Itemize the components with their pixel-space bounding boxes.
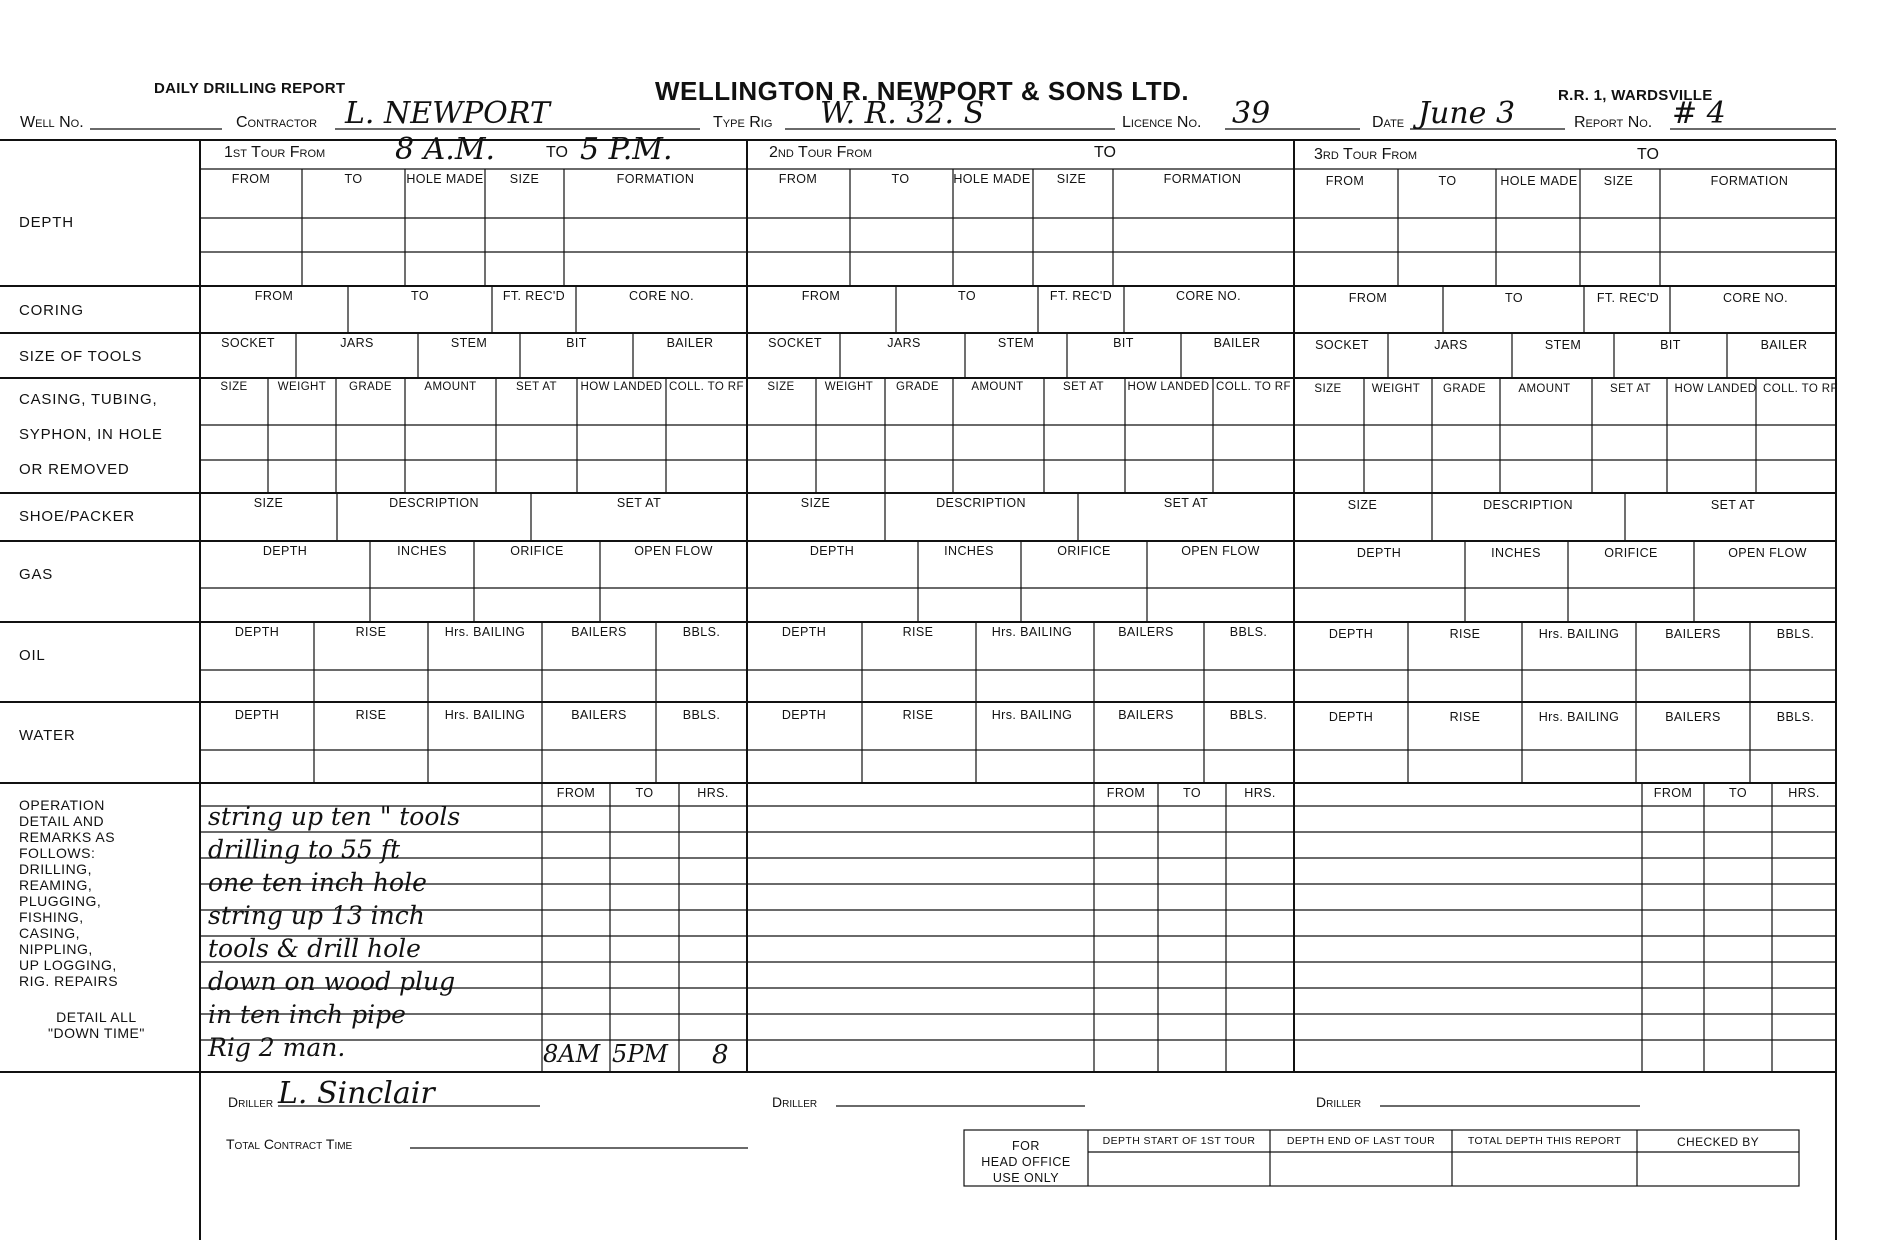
operation-label-line: REAMING, <box>19 877 93 893</box>
operation-label-line: RIG. REPAIRS <box>19 973 119 989</box>
oil-row-label: OIL <box>19 647 46 664</box>
oil-col-header: BBLS. <box>682 625 721 639</box>
tools-col-header: SOCKET <box>1315 338 1369 352</box>
shoe-col-header: SET AT <box>1710 498 1756 512</box>
depth-col-header: FROM <box>1325 174 1365 188</box>
gas-col-header: ORIFICE <box>1604 546 1658 560</box>
casing-col-header: COLL. TO RF <box>1763 383 1838 395</box>
remark-line: drilling to 55 ft <box>208 835 401 864</box>
casing-col-header: SET AT <box>516 381 557 393</box>
coring-col-header: TO <box>1505 291 1523 305</box>
report-no-field[interactable]: # 4 <box>1672 96 1726 131</box>
tools-col-header: SOCKET <box>221 336 275 350</box>
tour2-from-label: 2nd Tour From <box>769 144 873 161</box>
casing-col-header: HOW LANDED <box>1127 381 1210 393</box>
remarks-field[interactable] <box>208 800 460 1064</box>
operation-hrs-entry[interactable]: 8 <box>712 1040 729 1070</box>
report-no-label: Report No. <box>1574 114 1653 131</box>
tools-col-header: BAILER <box>1213 336 1261 350</box>
tour3-from-label: 3rd Tour From <box>1314 146 1418 163</box>
company-name: WELLINGTON R. NEWPORT & SONS LTD. <box>655 76 1190 106</box>
casing-row-label-1: CASING, TUBING, <box>19 391 158 408</box>
water-col-header: Hrs. BAILING <box>444 708 526 722</box>
gas-col-header: INCHES <box>397 544 447 558</box>
date-field[interactable]: June 3 <box>1418 96 1516 131</box>
oil-col-header: Hrs. BAILING <box>1538 627 1620 641</box>
shoe-col-header: SIZE <box>800 496 831 510</box>
shoe-col-header: SIZE <box>1347 498 1378 512</box>
casing-col-header: SET AT <box>1610 383 1651 395</box>
gas-col-header: OPEN FLOW <box>1181 544 1260 558</box>
water-col-header: DEPTH <box>781 708 827 722</box>
shoe-col-header: SIZE <box>253 496 284 510</box>
tools-col-header: JARS <box>887 336 921 350</box>
well-no-label: Well No. <box>20 114 84 131</box>
depth-col-header: FORMATION <box>616 172 695 186</box>
contractor-label: Contractor <box>236 114 318 131</box>
detail-down-time <box>48 1009 145 1041</box>
remark-line: one ten inch hole <box>208 868 427 897</box>
tools-col-header: BIT <box>566 336 587 350</box>
head-office-col-total-depth: TOTAL DEPTH THIS REPORT <box>1467 1135 1622 1147</box>
detail-line: DETAIL ALL <box>56 1009 137 1025</box>
tools-col-header: STEM <box>1544 338 1582 352</box>
shoe-col-header: DESCRIPTION <box>1483 498 1573 512</box>
gas-col-header: DEPTH <box>1356 546 1402 560</box>
tools-row-label: SIZE OF TOOLS <box>19 348 143 365</box>
depth-col-header: TO <box>891 172 910 186</box>
depth-col-header: FORMATION <box>1710 174 1789 188</box>
operation-col-header: TO <box>1729 786 1747 800</box>
driller2-label: Driller <box>772 1094 818 1110</box>
casing-row-label-2: SYPHON, IN HOLE <box>19 426 163 443</box>
depth-col-header: HOLE MADE <box>953 172 1031 186</box>
oil-col-header: BBLS. <box>1229 625 1268 639</box>
head-office-col-checked-by: CHECKED BY <box>1676 1135 1760 1149</box>
water-col-header: RISE <box>1449 710 1481 724</box>
oil-col-header: RISE <box>902 625 934 639</box>
water-col-header: BBLS. <box>1776 710 1815 724</box>
company-address: R.R. 1, WARDSVILLE <box>1558 87 1713 104</box>
remark-line: tools & drill hole <box>208 934 421 963</box>
oil-col-header: Hrs. BAILING <box>444 625 526 639</box>
remark-line: string up 13 inch <box>208 901 425 930</box>
driller1-label: Driller <box>228 1094 274 1110</box>
gas-col-header: OPEN FLOW <box>634 544 713 558</box>
licence-field[interactable]: 39 <box>1232 96 1271 131</box>
tools-col-header: SOCKET <box>768 336 822 350</box>
depth-col-header: FROM <box>231 172 271 186</box>
coring-col-header: FROM <box>254 289 294 303</box>
water-col-header: Hrs. BAILING <box>991 708 1073 722</box>
gas-col-header: ORIFICE <box>510 544 564 558</box>
head-office-line: HEAD OFFICE <box>981 1155 1071 1169</box>
casing-col-header: SIZE <box>767 381 795 393</box>
gas-col-header: DEPTH <box>262 544 308 558</box>
tools-col-header: JARS <box>340 336 374 350</box>
operation-col-header: TO <box>1183 786 1201 800</box>
gas-col-header: DEPTH <box>809 544 855 558</box>
operation-col-header: FROM <box>1653 786 1693 800</box>
water-col-header: Hrs. BAILING <box>1538 710 1620 724</box>
water-col-header: DEPTH <box>1328 710 1374 724</box>
depth-col-header: HOLE MADE <box>406 172 484 186</box>
coring-col-header: CORE NO. <box>628 289 694 303</box>
tools-col-header: BAILER <box>666 336 714 350</box>
head-office-col-depth-start: DEPTH START OF 1ST TOUR <box>1102 1135 1256 1147</box>
casing-col-header: GRADE <box>349 381 392 393</box>
water-col-header: BAILERS <box>1118 708 1174 722</box>
operation-col-header: HRS. <box>1788 786 1820 800</box>
operation-col-header: HRS. <box>1244 786 1276 800</box>
coring-col-header: FROM <box>801 289 841 303</box>
coring-col-header: TO <box>411 289 429 303</box>
depth-col-header: TO <box>344 172 363 186</box>
operation-from-entry[interactable]: 8AM <box>543 1040 601 1068</box>
operation-label-line: DETAIL AND <box>19 813 105 829</box>
date-label: Date <box>1372 114 1405 131</box>
water-col-header: BAILERS <box>1665 710 1721 724</box>
tools-col-header: BIT <box>1660 338 1681 352</box>
coring-row-label: CORING <box>19 302 84 319</box>
casing-col-header: AMOUNT <box>971 381 1024 393</box>
water-col-header: RISE <box>902 708 934 722</box>
operation-label-line: UP LOGGING, <box>19 957 117 973</box>
oil-col-header: DEPTH <box>781 625 827 639</box>
tour1-from-field[interactable]: 8 A.M. <box>395 132 496 167</box>
operation-col-header: FROM <box>1106 786 1146 800</box>
water-col-header: BAILERS <box>571 708 627 722</box>
water-col-header: DEPTH <box>234 708 280 722</box>
casing-col-header: SIZE <box>220 381 248 393</box>
remark-line: string up ten " tools <box>208 802 461 831</box>
water-col-header: BBLS. <box>1229 708 1268 722</box>
depth-col-header: TO <box>1438 174 1457 188</box>
operation-col-header: TO <box>635 786 654 800</box>
casing-col-header: AMOUNT <box>424 381 477 393</box>
casing-col-header: GRADE <box>896 381 939 393</box>
oil-col-header: BBLS. <box>1776 627 1815 641</box>
depth-col-header: SIZE <box>1603 174 1634 188</box>
shoe-col-header: SET AT <box>1163 496 1209 510</box>
casing-col-header: SET AT <box>1063 381 1104 393</box>
casing-col-header: WEIGHT <box>277 381 327 393</box>
head-office-label <box>966 1138 1086 1186</box>
casing-col-header: WEIGHT <box>824 381 874 393</box>
contractor-field[interactable]: L. NEWPORT <box>345 96 550 131</box>
tour2-to-label: TO <box>1094 144 1116 161</box>
remark-line: down on wood plug <box>208 967 456 996</box>
coring-col-header: FT. REC'D <box>1596 291 1660 305</box>
coring-col-header: CORE NO. <box>1175 289 1241 303</box>
operation-label-line: FOLLOWS: <box>19 845 96 861</box>
operation-col-header: FROM <box>556 786 596 800</box>
remark-line: Rig 2 man. <box>208 1033 346 1062</box>
depth-col-header: SIZE <box>509 172 540 186</box>
oil-col-header: Hrs. BAILING <box>991 625 1073 639</box>
coring-col-header: TO <box>958 289 976 303</box>
head-office-line: FOR <box>1012 1139 1040 1153</box>
operation-col-header: HRS. <box>697 786 729 800</box>
tools-col-header: JARS <box>1434 338 1468 352</box>
tools-col-header: BAILER <box>1760 338 1808 352</box>
detail-line: "DOWN TIME" <box>48 1025 145 1041</box>
tour1-to-label: TO <box>546 144 568 161</box>
water-col-header: BBLS. <box>682 708 721 722</box>
oil-col-header: RISE <box>1449 627 1481 641</box>
depth-col-header: SIZE <box>1056 172 1087 186</box>
head-office-col-depth-end: DEPTH END OF LAST TOUR <box>1286 1135 1436 1147</box>
licence-label: Licence No. <box>1122 114 1202 131</box>
tools-col-header: STEM <box>997 336 1035 350</box>
oil-col-header: BAILERS <box>1665 627 1721 641</box>
operation-label-line: FISHING, <box>19 909 84 925</box>
shoe-col-header: SET AT <box>616 496 662 510</box>
driller1-signature[interactable]: L. Sinclair <box>278 1076 435 1111</box>
casing-col-header: SIZE <box>1314 383 1342 395</box>
remark-line: in ten inch pipe <box>208 1000 406 1029</box>
depth-row-label: DEPTH <box>19 214 74 231</box>
depth-col-header: FORMATION <box>1163 172 1242 186</box>
operation-label <box>19 797 118 989</box>
casing-col-header: COLL. TO RF <box>1216 381 1291 393</box>
casing-col-header: HOW LANDED <box>1674 383 1757 395</box>
operation-label-line: NIPPLING, <box>19 941 93 957</box>
operation-label-line: CASING, <box>19 925 81 941</box>
coring-col-header: FT. REC'D <box>1049 289 1113 303</box>
shoe-row-label: SHOE/PACKER <box>19 508 136 525</box>
coring-col-header: FT. REC'D <box>502 289 566 303</box>
operation-label-line: REMARKS AS <box>19 829 116 845</box>
casing-col-header: AMOUNT <box>1518 383 1571 395</box>
operation-label-line: OPERATION <box>19 797 105 813</box>
casing-col-header: WEIGHT <box>1371 383 1421 395</box>
depth-col-header: FROM <box>778 172 818 186</box>
water-col-header: RISE <box>355 708 387 722</box>
oil-col-header: BAILERS <box>1118 625 1174 639</box>
casing-row-label-3: OR REMOVED <box>19 461 130 478</box>
water-row-label: WATER <box>19 727 76 744</box>
tour1-from-label: 1st Tour From <box>224 144 326 161</box>
gas-col-header: ORIFICE <box>1057 544 1111 558</box>
casing-col-header: HOW LANDED <box>580 381 663 393</box>
driller3-label: Driller <box>1316 1094 1362 1110</box>
gas-col-header: OPEN FLOW <box>1728 546 1807 560</box>
coring-col-header: FROM <box>1348 291 1388 305</box>
operation-label-line: PLUGGING, <box>19 893 102 909</box>
operation-label-line: DRILLING, <box>19 861 92 877</box>
oil-col-header: BAILERS <box>571 625 627 639</box>
shoe-col-header: DESCRIPTION <box>936 496 1026 510</box>
tools-col-header: BIT <box>1113 336 1134 350</box>
gas-col-header: INCHES <box>944 544 994 558</box>
depth-col-header: HOLE MADE <box>1500 174 1578 188</box>
coring-col-header: CORE NO. <box>1722 291 1788 305</box>
report-title: DAILY DRILLING REPORT <box>154 80 346 97</box>
oil-col-header: DEPTH <box>1328 627 1374 641</box>
gas-row-label: GAS <box>19 566 54 583</box>
oil-col-header: DEPTH <box>234 625 280 639</box>
type-rig-field[interactable]: W. R. 32. S <box>820 96 985 131</box>
type-rig-label: Type Rig <box>713 114 773 131</box>
casing-col-header: COLL. TO RF <box>669 381 744 393</box>
casing-col-header: GRADE <box>1443 383 1486 395</box>
tour1-to-field[interactable]: 5 P.M. <box>580 132 673 167</box>
tools-col-header: STEM <box>450 336 488 350</box>
head-office-line: USE ONLY <box>992 1171 1060 1185</box>
gas-col-header: INCHES <box>1491 546 1541 560</box>
total-contract-label: Total Contract Time <box>226 1136 353 1152</box>
shoe-col-header: DESCRIPTION <box>389 496 479 510</box>
operation-to-entry[interactable]: 5PM <box>612 1040 668 1068</box>
oil-col-header: RISE <box>355 625 387 639</box>
tour3-to-label: TO <box>1637 146 1659 163</box>
